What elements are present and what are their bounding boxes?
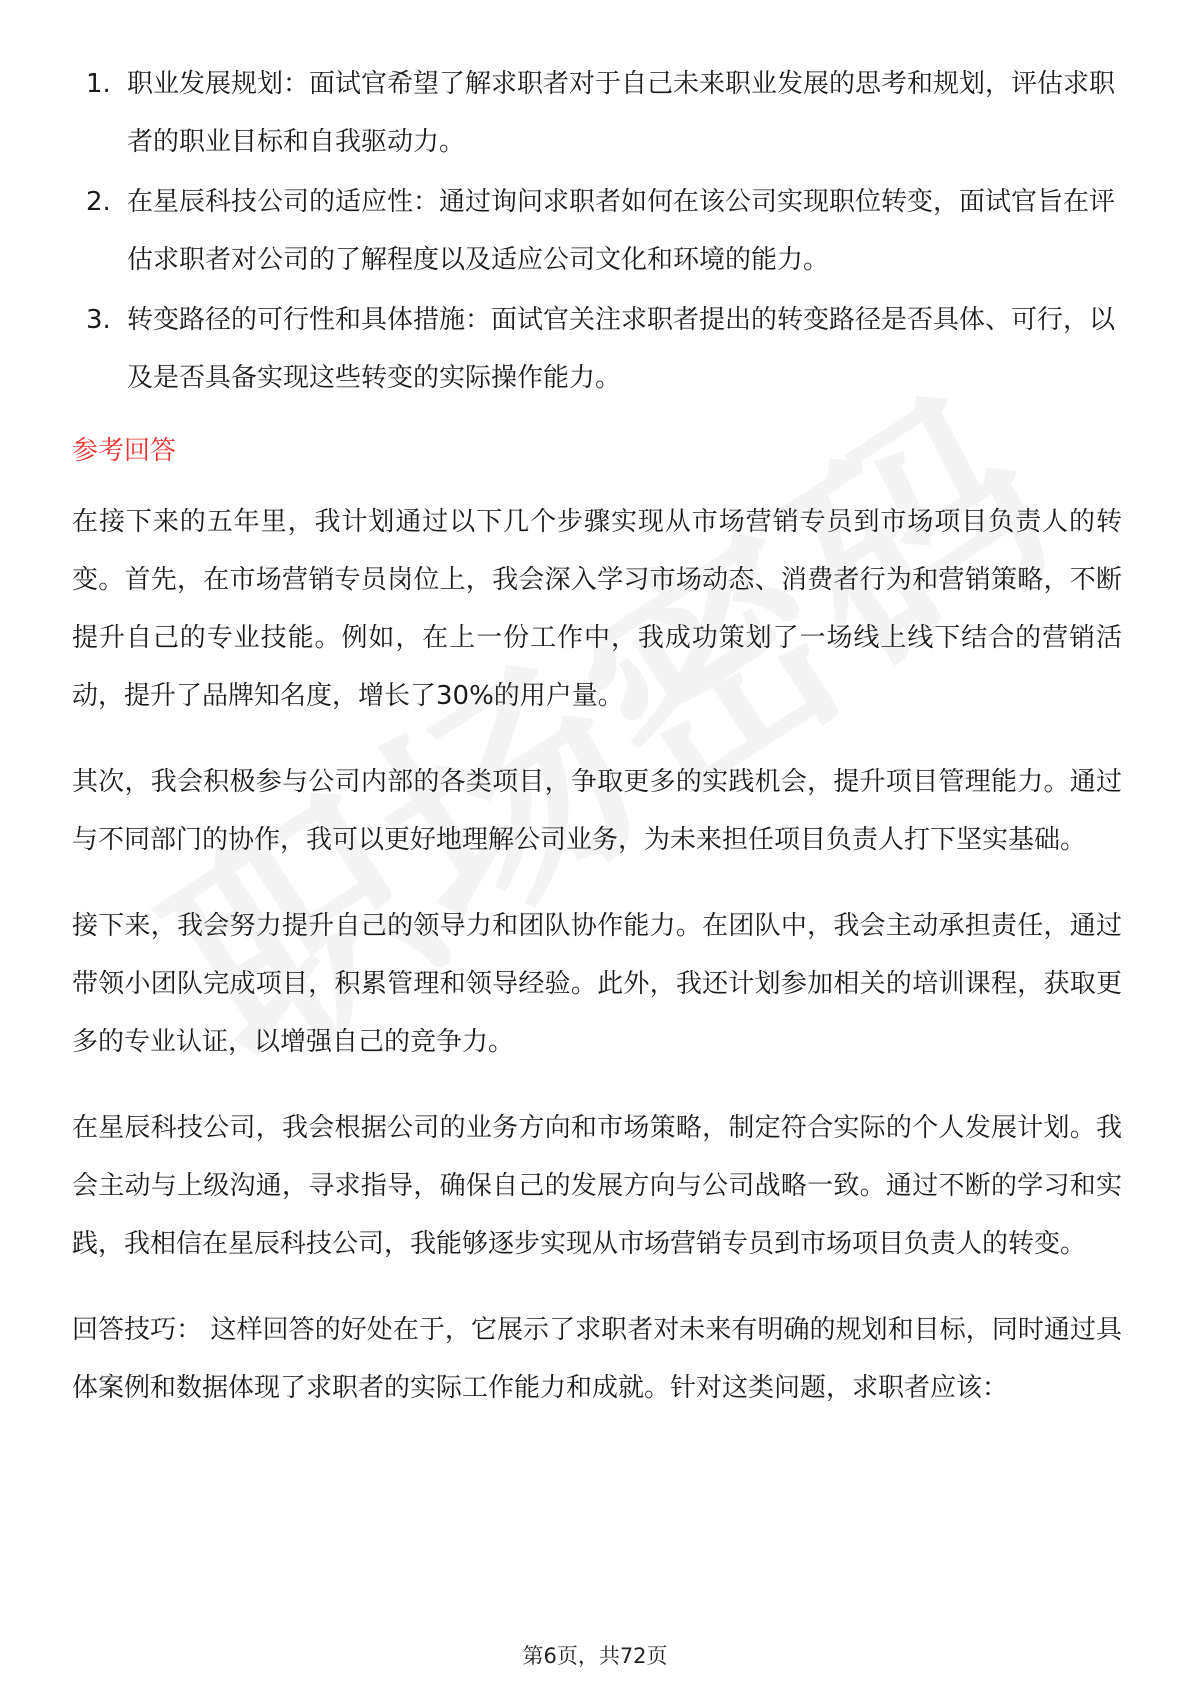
list-item-text: 职业发展规划：面试官希望了解求职者对于自己未来职业发展的思考和规划，评估求职者的职业目标和自我驱动力。 <box>127 69 1116 157</box>
section-title-reference-answer: 参考回答 <box>72 436 177 466</box>
list-item-text: 在星辰科技公司的适应性：通过询问求职者如何在该公司实现职位转变，面试官旨在评估求职者对公司的了解程度以及适应公司文化和环境的能力。 <box>127 187 1116 275</box>
answer-paragraph: 接下来，我会努力提升自己的领导力和团队协作能力。在团队中，我会主动承担责任，通过带领小团队完成项目，积累管理和领导经验。此外，我还计划参加相关的培训课程，获取更多的专业认证，以增强自己的竞争力。 <box>72 911 1122 1057</box>
list-item <box>72 55 1122 171</box>
answer-tips-paragraph: 回答技巧： 这样回答的好处在于，它展示了求职者对未来有明确的规划和目标，同时通过具体案例和数据体现了求职者的实际工作能力和成就。针对这类问题，求职者应该： <box>72 1315 1122 1403</box>
answer-paragraph: 在星辰科技公司，我会根据公司的业务方向和市场策略，制定符合实际的个人发展计划。我会主动与上级沟通，寻求指导，确保自己的发展方向与公司战略一致。通过不断的学习和实践，我相信在星辰科技公司，我能够逐步实现从市场营销专员到市场项目负责人的转变。 <box>72 1113 1122 1259</box>
list-item <box>72 291 1122 407</box>
answer-paragraph: 其次，我会积极参与公司内部的各类项目，争取更多的实践机会，提升项目管理能力。通过与不同部门的协作，我可以更好地理解公司业务，为未来担任项目负责人打下坚实基础。 <box>72 767 1122 855</box>
list-item-number: 1. <box>86 69 111 99</box>
list-item-number: 2. <box>86 187 111 217</box>
list-item <box>72 173 1122 289</box>
criteria-list <box>72 55 1122 407</box>
page-content <box>72 55 1122 1445</box>
list-item-text: 转变路径的可行性和具体措施：面试官关注求职者提出的转变路径是否具体、可行，以及是否具备实现这些转变的实际操作能力。 <box>127 305 1116 393</box>
answer-paragraph: 在接下来的五年里，我计划通过以下几个步骤实现从市场营销专员到市场项目负责人的转变。首先，在市场营销专员岗位上，我会深入学习市场动态、消费者行为和营销策略，不断提升自己的专业技能。例如，在上一份工作中，我成功策划了一场线上线下结合的营销活动，提升了品牌知名度，增长了30%的用户量。 <box>72 507 1122 711</box>
page-number-footer: 第6页，共72页 <box>522 1644 668 1668</box>
list-item-number: 3. <box>86 305 111 335</box>
